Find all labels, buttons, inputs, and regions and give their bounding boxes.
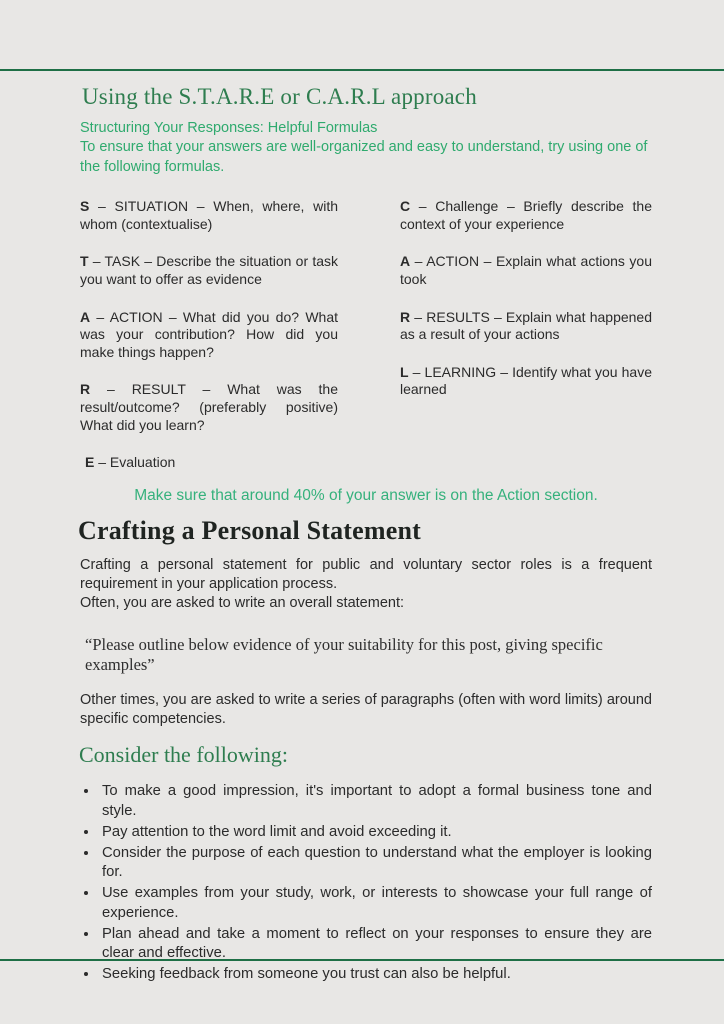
tip-item: • To make a good impression, it's important to adopt a formal business tone and style. (99, 782, 652, 820)
formula-text: – RESULT – What was the result/outcome? (preferably positive) What did you learn? (80, 381, 338, 433)
formula-item-result (80, 381, 338, 434)
subtitle-intro: To ensure that your answers are well-organized and easy to understand, try using one of the following formulas. (80, 139, 648, 175)
subtitle-line: Structuring Your Responses: Helpful Formulas (80, 120, 378, 136)
section-subtitle (80, 119, 652, 177)
formula-item-situation (80, 198, 338, 233)
formula-columns (80, 198, 652, 472)
formula-letter: E (85, 454, 95, 471)
statement-paragraph-3: Other times, you are asked to write a series of paragraphs (often with word limits) around specific competencies. (80, 692, 652, 728)
formula-text: – SITUATION – When, where, with whom (contextualise) (80, 198, 339, 232)
formula-item-results (400, 309, 652, 344)
bottom-divider-line (0, 959, 724, 961)
statement-quote: “Please outline below evidence of your suitability for this post, giving specific examples” (85, 634, 603, 674)
consider-subheading: Consider the following: (79, 742, 288, 768)
formula-text: – RESULTS – Explain what happened as a result of your actions (400, 308, 652, 343)
formula-text: – ACTION – What did you do? What was your contribution? How did you make things happen? (80, 308, 338, 360)
formula-letter: A (80, 308, 91, 325)
statement-paragraph-2: Often, you are asked to write an overall statement: (80, 594, 404, 611)
formula-item-action-carl (400, 253, 652, 288)
formula-text: – TASK – Describe the situation or task you want to offer as evidence (80, 253, 338, 288)
formula-letter: S (80, 198, 90, 215)
page-title: Using the S.T.A.R.E or C.A.R.L approach (82, 84, 477, 109)
formula-item-task (80, 253, 338, 288)
formula-item-challenge (400, 198, 652, 233)
tip-item: • Consider the purpose of each question to understand what the employer is looking for. (99, 844, 652, 882)
tip-item: • Use examples from your study, work, or interests to showcase your full range of experience. (99, 884, 652, 922)
statement-paragraph-1: Crafting a personal statement for public and voluntary sector roles is a frequent requirement in your application process. (80, 556, 652, 592)
formula-letter: A (400, 253, 411, 270)
page-content (80, 70, 652, 986)
formula-item-learning (400, 364, 652, 399)
formula-text: – ACTION – Explain what actions you took (400, 253, 653, 288)
formula-letter: R (80, 381, 91, 398)
formula-letter: T (80, 253, 89, 270)
action-tip-note: Make sure that around 40% of your answer is on the Action section. (134, 486, 598, 504)
formula-text: – Evaluation (98, 454, 176, 471)
tip-item: • Seeking feedback from someone you trust can also be helpful. (99, 965, 652, 984)
formula-letter: C (400, 198, 411, 215)
tip-item: • Pay attention to the word limit and avoid exceeding it. (99, 823, 652, 842)
tip-item: • Plan ahead and take a moment to reflect on your responses to ensure they are clear and effective. (99, 925, 652, 963)
formula-letter: R (400, 308, 411, 325)
formula-text: – Challenge – Briefly describe the context of your experience (400, 198, 653, 232)
formula-item-evaluation (80, 454, 338, 472)
formula-item-action (80, 309, 338, 362)
stare-column (80, 198, 338, 472)
tips-list (80, 782, 652, 984)
statement-heading: Crafting a Personal Statement (78, 515, 422, 545)
formula-text: – LEARNING – Identify what you have learned (400, 363, 652, 398)
carl-column (400, 198, 652, 472)
formula-letter: L (400, 363, 409, 380)
